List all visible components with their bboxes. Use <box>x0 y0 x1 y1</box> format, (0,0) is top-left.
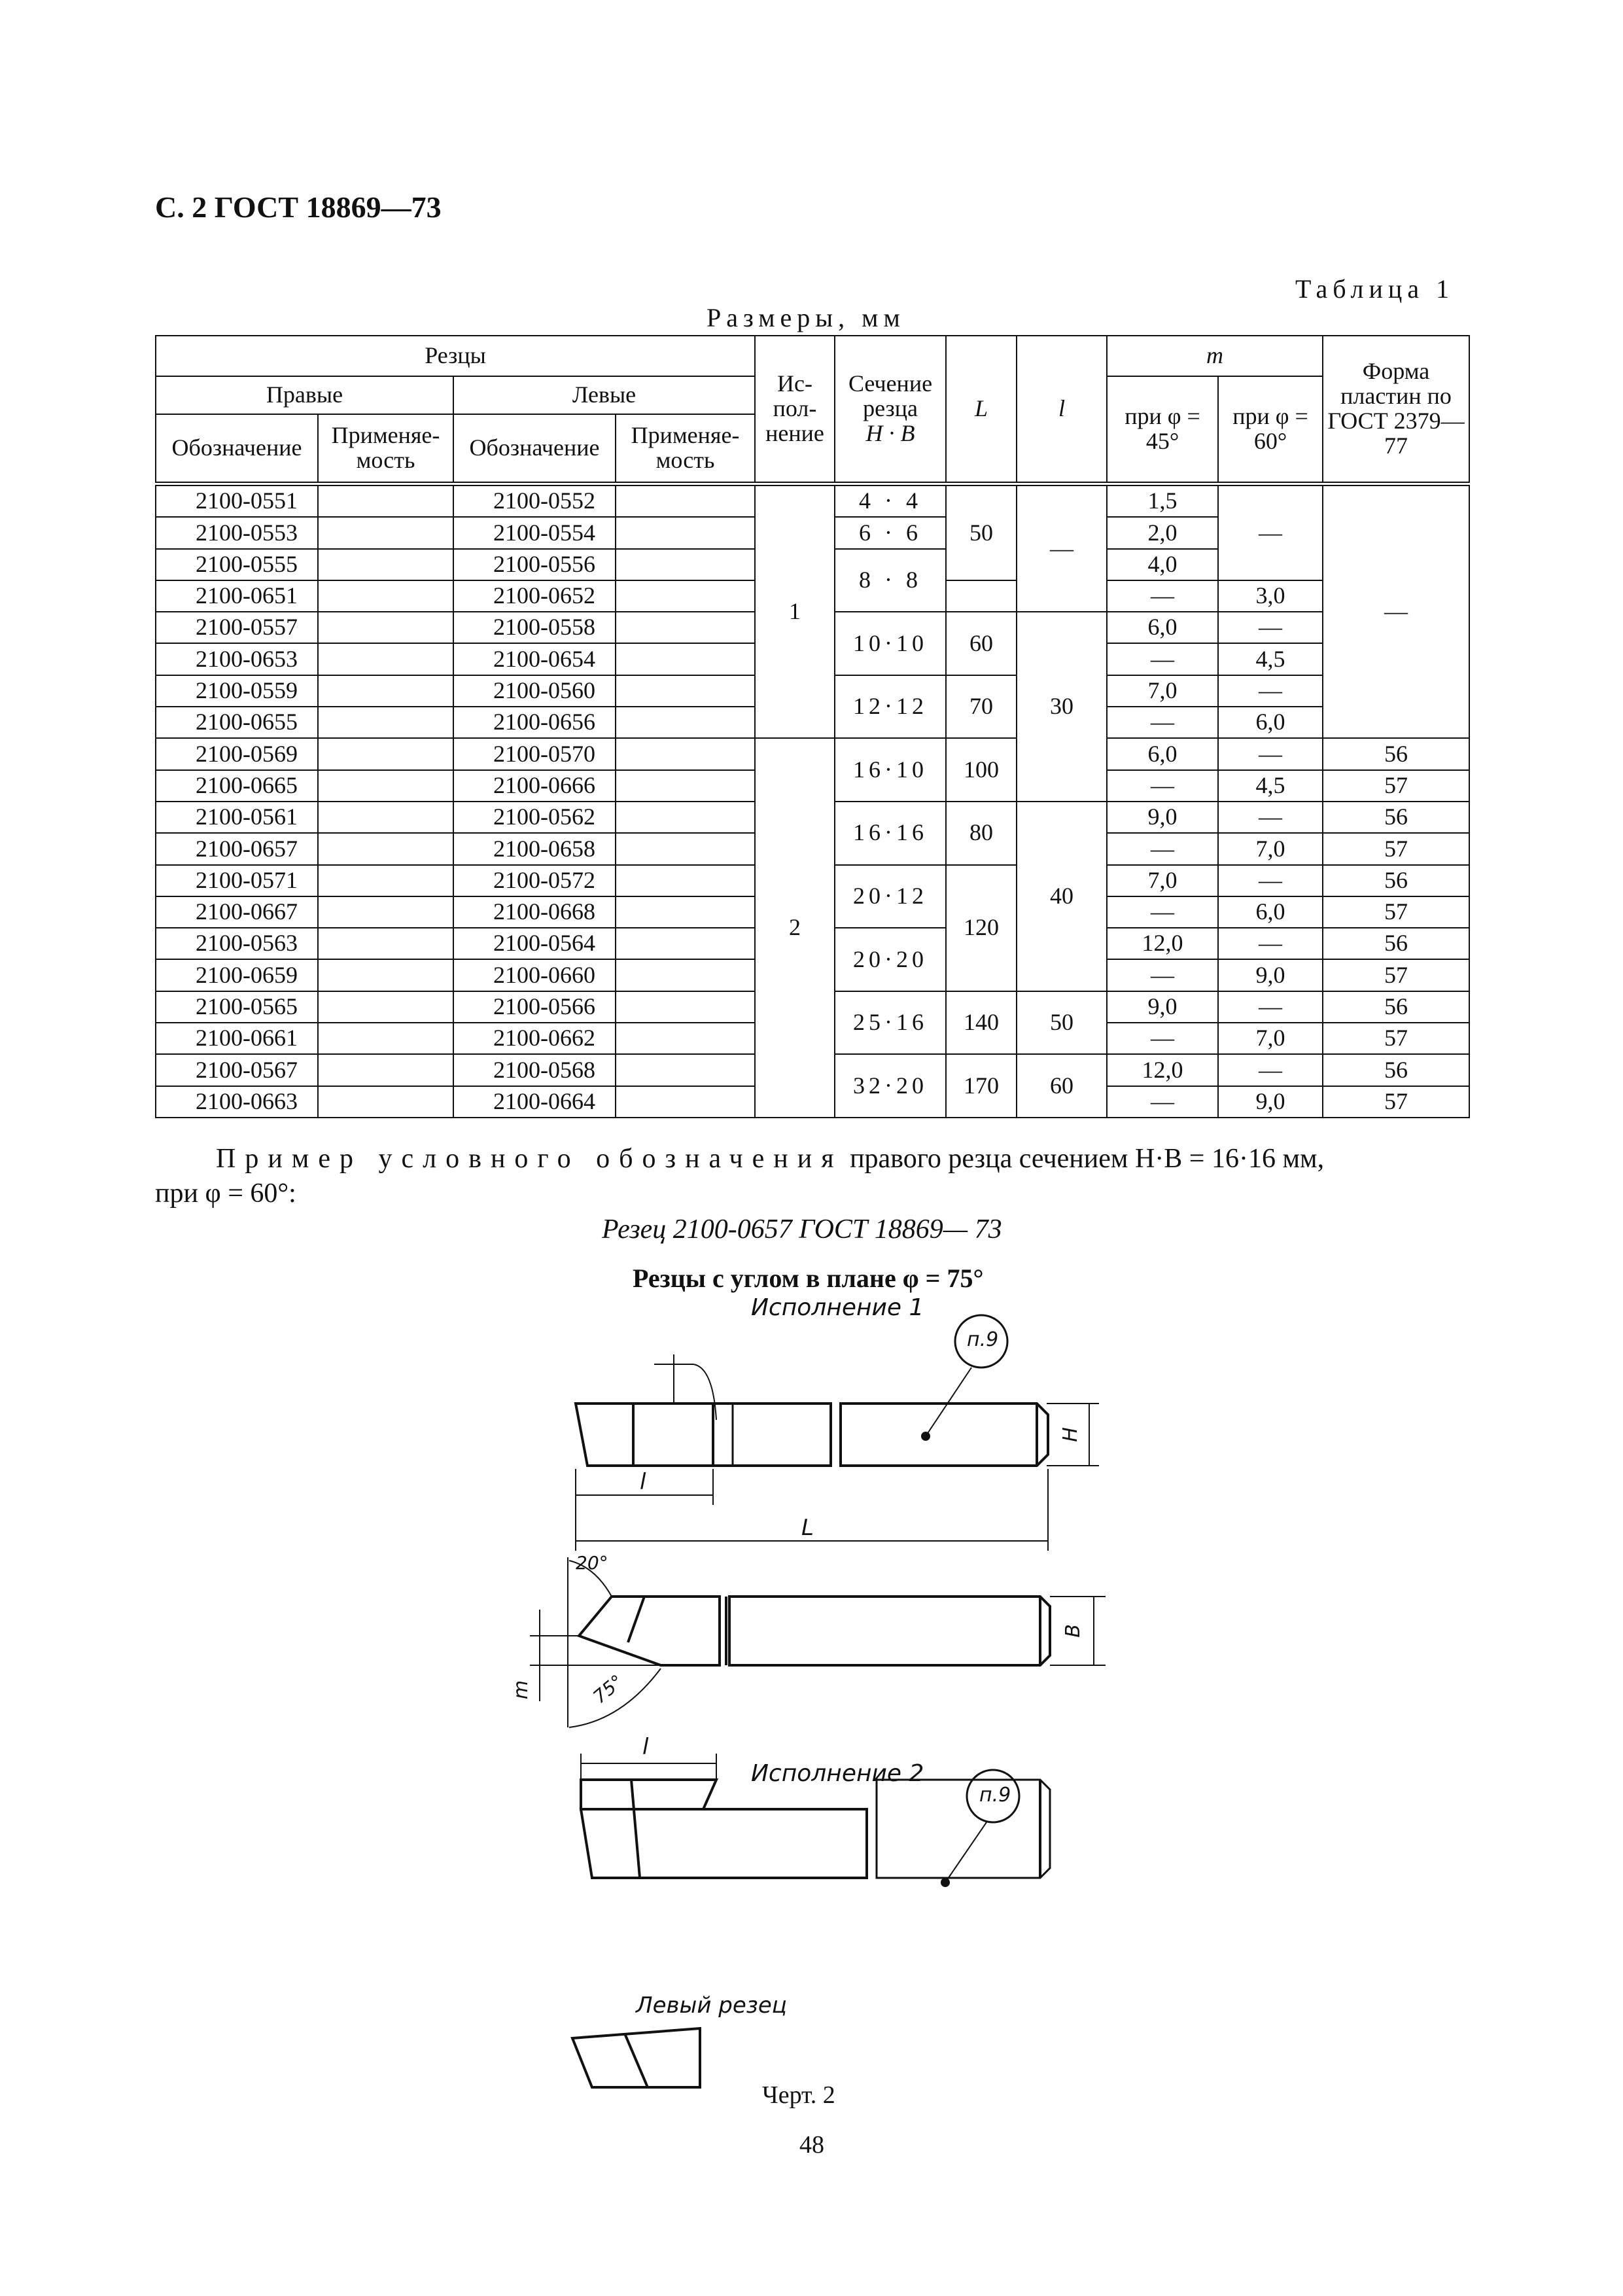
callout-label-1: п.9 <box>967 1328 999 1351</box>
left-applicability <box>616 959 755 991</box>
dim-m-label: m <box>510 1680 533 1700</box>
table-label: Таблица 1 <box>1295 274 1455 304</box>
section-cell: 10·10 <box>835 612 946 675</box>
example-text <box>216 1143 1469 1174</box>
form-cell: 57 <box>1323 770 1469 802</box>
header-execution: Ис-пол-нение <box>755 336 835 484</box>
L-cell: 80 <box>946 802 1017 865</box>
m60-cell: 7,0 <box>1218 1023 1323 1054</box>
m60-cell: 6,0 <box>1218 896 1323 928</box>
header-right: Правые <box>156 376 453 414</box>
m45-cell: 2,0 <box>1107 517 1218 548</box>
right-applicability <box>318 738 453 769</box>
m45-cell: 4,0 <box>1107 549 1218 580</box>
L-cell: 140 <box>946 991 1017 1055</box>
left-applicability <box>616 928 755 959</box>
right-applicability <box>318 643 453 675</box>
example-continuation: при φ = 60°: <box>155 1178 296 1209</box>
m45-cell: 1,5 <box>1107 484 1218 518</box>
m45-cell: — <box>1107 1086 1218 1118</box>
right-code: 2100-0655 <box>156 707 318 738</box>
table-row <box>156 484 1469 518</box>
m45-cell: 12,0 <box>1107 1054 1218 1086</box>
figure-caption: Черт. 2 <box>762 2081 835 2109</box>
m45-cell: 6,0 <box>1107 612 1218 643</box>
right-applicability <box>318 865 453 896</box>
header-right-designation: Обозначение <box>156 414 318 484</box>
left-applicability <box>616 1086 755 1118</box>
m60-cell: 4,5 <box>1218 643 1323 675</box>
right-applicability <box>318 833 453 864</box>
section-cell: 6 · 6 <box>835 517 946 548</box>
header-m: m <box>1107 336 1323 376</box>
form-cell: 56 <box>1323 928 1469 959</box>
left-code: 2100-0654 <box>453 643 616 675</box>
m60-cell: — <box>1218 738 1323 769</box>
form-cell: 56 <box>1323 738 1469 769</box>
m45-cell: 12,0 <box>1107 928 1218 959</box>
header-phi45: при φ = 45° <box>1107 376 1218 484</box>
m60-cell: 6,0 <box>1218 707 1323 738</box>
dim-L-label: L <box>801 1515 814 1541</box>
right-applicability <box>318 612 453 643</box>
example-rest: правого резца сечением H·B = 16·16 мм, <box>843 1144 1325 1174</box>
left-applicability <box>616 580 755 612</box>
right-code: 2100-0657 <box>156 833 318 864</box>
right-code: 2100-0665 <box>156 770 318 802</box>
left-applicability <box>616 484 755 518</box>
dim-l-label-2: l <box>642 1734 649 1760</box>
right-applicability <box>318 991 453 1023</box>
m45-cell: 9,0 <box>1107 991 1218 1023</box>
example-designation: Резец 2100-0657 ГОСТ 18869— 73 <box>602 1214 1002 1245</box>
left-code: 2100-0552 <box>453 484 616 518</box>
right-applicability <box>318 1054 453 1086</box>
exec1-top-view <box>530 1557 1106 1727</box>
m45-cell: 9,0 <box>1107 802 1218 833</box>
right-applicability <box>318 802 453 833</box>
m45-cell: — <box>1107 643 1218 675</box>
left-code: 2100-0558 <box>453 612 616 643</box>
left-code: 2100-0658 <box>453 833 616 864</box>
right-code: 2100-0651 <box>156 580 318 612</box>
l-cell: 30 <box>1017 612 1107 802</box>
right-applicability <box>318 1086 453 1118</box>
right-code: 2100-0563 <box>156 928 318 959</box>
example-lead: Пример условного обозначения <box>216 1144 843 1174</box>
right-code: 2100-0565 <box>156 991 318 1023</box>
left-applicability <box>616 517 755 548</box>
left-cutter-view <box>572 2028 700 2087</box>
left-code: 2100-0560 <box>453 675 616 707</box>
L-cell: 170 <box>946 1054 1017 1118</box>
header-L: L <box>946 336 1017 484</box>
left-code: 2100-0666 <box>453 770 616 802</box>
right-applicability <box>318 484 453 518</box>
right-applicability <box>318 928 453 959</box>
right-applicability <box>318 580 453 612</box>
left-code: 2100-0564 <box>453 928 616 959</box>
m60-cell: — <box>1218 1054 1323 1086</box>
L-cell <box>946 580 1017 612</box>
dim-H-label: H <box>1058 1427 1082 1442</box>
header-left-designation: Обозначение <box>453 414 616 484</box>
sizes-label: Размеры, мм <box>707 303 905 332</box>
left-applicability <box>616 896 755 928</box>
l-cell: 60 <box>1017 1054 1107 1118</box>
right-code: 2100-0667 <box>156 896 318 928</box>
section-cell: 16·16 <box>835 802 946 865</box>
L-cell: 120 <box>946 865 1017 991</box>
L-cell: 50 <box>946 484 1017 580</box>
right-applicability <box>318 707 453 738</box>
right-code: 2100-0557 <box>156 612 318 643</box>
m60-cell: — <box>1218 484 1323 580</box>
right-code: 2100-0559 <box>156 675 318 707</box>
L-cell: 100 <box>946 738 1017 802</box>
m45-cell: — <box>1107 770 1218 802</box>
right-code: 2100-0569 <box>156 738 318 769</box>
m60-cell: — <box>1218 865 1323 896</box>
right-applicability <box>318 549 453 580</box>
form-cell: 56 <box>1323 1054 1469 1086</box>
m45-cell: 7,0 <box>1107 675 1218 707</box>
m60-cell: 4,5 <box>1218 770 1323 802</box>
left-applicability <box>616 833 755 864</box>
exec2-label: Исполнение 2 <box>751 1760 924 1787</box>
left-code: 2100-0668 <box>453 896 616 928</box>
form-cell: — <box>1323 484 1469 739</box>
drawing-subtitle: Резцы с углом в плане φ = 75° <box>633 1263 984 1293</box>
left-applicability <box>616 612 755 643</box>
left-applicability <box>616 991 755 1023</box>
m45-cell: 6,0 <box>1107 738 1218 769</box>
right-code: 2100-0555 <box>156 549 318 580</box>
cutters-table <box>155 335 1470 1118</box>
section-cell: 16·10 <box>835 738 946 802</box>
m60-cell: — <box>1218 991 1323 1023</box>
left-applicability <box>616 738 755 769</box>
exec1-side-view <box>576 1315 1099 1551</box>
m60-cell: — <box>1218 675 1323 707</box>
dim-B-label: B <box>1061 1624 1085 1638</box>
right-applicability <box>318 675 453 707</box>
section-cell: 12·12 <box>835 675 946 739</box>
right-applicability <box>318 896 453 928</box>
page-number: 48 <box>799 2131 824 2159</box>
left-applicability <box>616 707 755 738</box>
left-applicability <box>616 643 755 675</box>
execution-cell: 1 <box>755 484 835 739</box>
left-applicability <box>616 865 755 896</box>
left-code: 2100-0556 <box>453 549 616 580</box>
form-cell: 56 <box>1323 991 1469 1023</box>
left-code: 2100-0572 <box>453 865 616 896</box>
execution-cell: 2 <box>755 738 835 1118</box>
form-cell: 57 <box>1323 1023 1469 1054</box>
section-cell: 4 · 4 <box>835 484 946 518</box>
section-cell: 32·20 <box>835 1054 946 1118</box>
left-code: 2100-0568 <box>453 1054 616 1086</box>
m60-cell: — <box>1218 802 1323 833</box>
section-cell: 20·20 <box>835 928 946 991</box>
left-code: 2100-0662 <box>453 1023 616 1054</box>
left-applicability <box>616 549 755 580</box>
form-cell: 57 <box>1323 896 1469 928</box>
right-code: 2100-0663 <box>156 1086 318 1118</box>
l-cell: 40 <box>1017 802 1107 991</box>
header-cutters: Резцы <box>156 336 755 376</box>
left-code: 2100-0562 <box>453 802 616 833</box>
header-right-applicability: Применяе-мость <box>318 414 453 484</box>
angle-20-label: 20° <box>576 1552 608 1574</box>
L-cell: 70 <box>946 675 1017 739</box>
section-cell: 25·16 <box>835 991 946 1055</box>
left-code: 2100-0554 <box>453 517 616 548</box>
right-code: 2100-0659 <box>156 959 318 991</box>
exec1-label: Исполнение 1 <box>751 1294 924 1321</box>
header-left: Левые <box>453 376 755 414</box>
right-code: 2100-0551 <box>156 484 318 518</box>
left-applicability <box>616 675 755 707</box>
m45-cell: — <box>1107 1023 1218 1054</box>
right-code: 2100-0571 <box>156 865 318 896</box>
header-plate-form: Форма пластин по ГОСТ 2379—77 <box>1323 336 1469 484</box>
right-applicability <box>318 770 453 802</box>
left-code: 2100-0570 <box>453 738 616 769</box>
left-applicability <box>616 1054 755 1086</box>
m60-cell: 3,0 <box>1218 580 1323 612</box>
left-applicability <box>616 802 755 833</box>
section-cell: 20·12 <box>835 865 946 928</box>
form-cell: 56 <box>1323 802 1469 833</box>
form-cell: 56 <box>1323 865 1469 896</box>
page-header: С. 2 ГОСТ 18869—73 <box>155 190 442 224</box>
header-section <box>835 336 946 484</box>
dim-l-label-1: l <box>640 1469 646 1495</box>
L-cell: 60 <box>946 612 1017 675</box>
header-l: l <box>1017 336 1107 484</box>
form-cell: 57 <box>1323 833 1469 864</box>
m60-cell: 7,0 <box>1218 833 1323 864</box>
l-cell: — <box>1017 484 1107 612</box>
m60-cell: — <box>1218 612 1323 643</box>
header-phi60: при φ = 60° <box>1218 376 1323 484</box>
m60-cell: 9,0 <box>1218 959 1323 991</box>
form-cell: 57 <box>1323 959 1469 991</box>
m60-cell: 9,0 <box>1218 1086 1323 1118</box>
right-code: 2100-0553 <box>156 517 318 548</box>
left-applicability <box>616 770 755 802</box>
right-code: 2100-0653 <box>156 643 318 675</box>
right-code: 2100-0567 <box>156 1054 318 1086</box>
right-code: 2100-0561 <box>156 802 318 833</box>
angle-75-label: 75° <box>589 1670 628 1708</box>
m45-cell: — <box>1107 580 1218 612</box>
m45-cell: — <box>1107 896 1218 928</box>
m60-cell: — <box>1218 928 1323 959</box>
header-section-formula: H · B <box>865 419 915 446</box>
right-applicability <box>318 1023 453 1054</box>
header-left-applicability: Применяе-мость <box>616 414 755 484</box>
right-applicability <box>318 517 453 548</box>
left-cutter-label: Левый резец <box>636 1992 787 2019</box>
m45-cell: — <box>1107 959 1218 991</box>
section-cell: 8 · 8 <box>835 549 946 612</box>
right-applicability <box>318 959 453 991</box>
table-row <box>156 738 1469 769</box>
header-section-text: Сечение резца <box>848 370 933 422</box>
callout-label-2: п.9 <box>979 1784 1011 1807</box>
form-cell: 57 <box>1323 1086 1469 1118</box>
left-code: 2100-0566 <box>453 991 616 1023</box>
left-code: 2100-0656 <box>453 707 616 738</box>
left-code: 2100-0652 <box>453 580 616 612</box>
m45-cell: — <box>1107 833 1218 864</box>
right-code: 2100-0661 <box>156 1023 318 1054</box>
left-code: 2100-0664 <box>453 1086 616 1118</box>
m45-cell: — <box>1107 707 1218 738</box>
l-cell: 50 <box>1017 991 1107 1055</box>
left-applicability <box>616 1023 755 1054</box>
left-code: 2100-0660 <box>453 959 616 991</box>
m45-cell: 7,0 <box>1107 865 1218 896</box>
